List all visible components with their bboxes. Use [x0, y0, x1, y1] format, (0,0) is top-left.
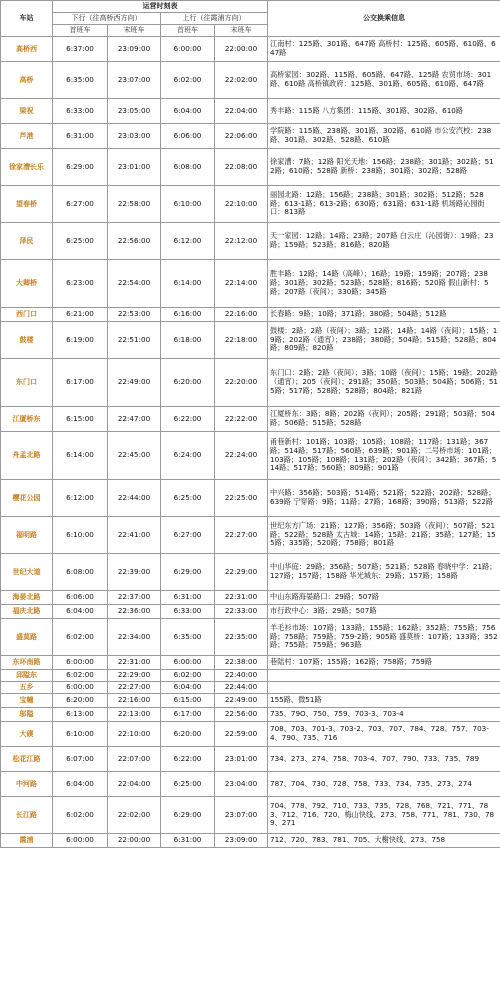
transfer-info: 世纪东方广场：21路；127路；356路；503路（夜间）；507路；521路；522路；528路 太古城：14路；15路；21路；35路；127路；155路；335路；520路；758路；801路 [268, 517, 500, 554]
station-row [1, 772, 500, 797]
down-first-time: 6:13:00 [53, 708, 108, 722]
up-first-time: 6:12:00 [161, 223, 215, 260]
transfer-info: 江南村：125路、301路、647路 高桥村：125路、605路、610路、647路 [268, 37, 500, 62]
station-row [1, 99, 500, 124]
transfer-info: 胜丰路：12路；14路（高峰）；16路；19路；159路；207路；238路；301路；302路；523路；528路；816路；520路 假山新村：5路；207路（夜间）；330路；345路 [268, 260, 500, 308]
station-name: 舟孟北路 [1, 432, 53, 480]
station-name: 邬隘 [1, 708, 53, 722]
station-name: 福明路 [1, 517, 53, 554]
down-first-time: 6:29:00 [53, 149, 108, 186]
station-row [1, 407, 500, 432]
station-header: 车站 [1, 1, 53, 37]
down-first-time: 6:25:00 [53, 223, 108, 260]
station-row [1, 432, 500, 480]
station-row [1, 186, 500, 223]
up-first-time: 6:02:00 [161, 62, 215, 99]
station-row [1, 797, 500, 834]
down-first-time: 6:04:00 [53, 772, 108, 797]
down-last-time: 22:10:00 [108, 722, 161, 747]
down-last-time: 22:27:00 [108, 682, 161, 694]
transfer-info: 787、704、730、728、758、733、734、735、273、274 [268, 772, 500, 797]
down-last-time: 22:07:00 [108, 747, 161, 772]
transfer-info: 江厦桥东：3路；8路；202路（夜间）；205路；291路；503路；504路；506路；515路；528路 [268, 407, 500, 432]
transfer-info: 704、778、792、710、733、735、728、768、721、771、783、712、716、720、梅山快线、273、758、771、781、730、789、271 [268, 797, 500, 834]
down-first-time: 6:33:00 [53, 99, 108, 124]
down-last-time: 22:13:00 [108, 708, 161, 722]
station-row [1, 694, 500, 708]
up-last-time: 22:20:00 [215, 359, 268, 407]
station-row [1, 708, 500, 722]
down-last-time: 22:37:00 [108, 591, 161, 605]
up-first-time: 6:29:00 [161, 554, 215, 591]
down-last-time: 22:58:00 [108, 186, 161, 223]
station-name: 五乡 [1, 682, 53, 694]
transfer-info: 长春路：9路；10路；371路；380路；504路；512路 [268, 308, 500, 322]
down-last-time: 22:29:00 [108, 670, 161, 682]
down-last-time: 22:45:00 [108, 432, 161, 480]
up-last-time: 22:08:00 [215, 149, 268, 186]
down-direction-header: 下行（往高桥西方向） [53, 13, 161, 25]
up-last-time: 22:04:00 [215, 99, 268, 124]
transfer-info: 秀丰路：115路 八方集团：115路、301路、302路、610路 [268, 99, 500, 124]
up-first-time: 6:16:00 [161, 308, 215, 322]
transfer-info: 712、720、783、781、705、大榭快线、273、758 [268, 834, 500, 848]
down-first-time: 6:00:00 [53, 834, 108, 848]
down-first-time: 6:37:00 [53, 37, 108, 62]
down-last-time: 22:49:00 [108, 359, 161, 407]
station-row [1, 605, 500, 619]
down-last-time: 22:41:00 [108, 517, 161, 554]
down-last-time: 22:51:00 [108, 322, 161, 359]
up-last-time: 22:40:00 [215, 670, 268, 682]
up-last-time: 23:01:00 [215, 747, 268, 772]
down-first-time: 6:21:00 [53, 308, 108, 322]
station-name: 长江路 [1, 797, 53, 834]
down-first-time: 6:08:00 [53, 554, 108, 591]
down-first-time: 6:02:00 [53, 619, 108, 656]
up-last-time: 22:56:00 [215, 708, 268, 722]
station-name: 中河路 [1, 772, 53, 797]
up-last-time: 23:09:00 [215, 834, 268, 848]
station-name: 泽民 [1, 223, 53, 260]
down-first-time: 6:10:00 [53, 517, 108, 554]
up-last-time: 22:29:00 [215, 554, 268, 591]
up-first-time: 6:35:00 [161, 619, 215, 656]
station-row [1, 359, 500, 407]
up-first-time: 6:27:00 [161, 517, 215, 554]
transfer-info: 丽园北路：12路；156路；238路；301路；302路；512路；528路；613-1路；613-2路；630路；631路；631-1路 机场路沁园街口：813路 [268, 186, 500, 223]
station-name: 霞浦 [1, 834, 53, 848]
down-last-time: 23:03:00 [108, 124, 161, 149]
up-last-time: 22:24:00 [215, 432, 268, 480]
station-name: 海晏北路 [1, 591, 53, 605]
transfer-info: 708、703、701-3、703-2、703、707、784、728、757、703-4、790、735、716 [268, 722, 500, 747]
station-name: 江厦桥东 [1, 407, 53, 432]
transfer-info [268, 682, 500, 694]
down-last-time: 22:00:00 [108, 834, 161, 848]
up-last-time: 22:00:00 [215, 37, 268, 62]
station-name: 世纪大道 [1, 554, 53, 591]
down-first-time: 6:07:00 [53, 747, 108, 772]
transfer-info: 甬巷新村：101路；103路；105路；108路；117路；131路；367路；514路；517路；560路；639路；901路；二号桥市场：101路；103路；105路；108路；131路；202路（夜间）；342路；367路；514路；517路；560路；809路；901路 [268, 432, 500, 480]
station-name: 望春桥 [1, 186, 53, 223]
down-last-time: 22:02:00 [108, 797, 161, 834]
down-last-time: 22:34:00 [108, 619, 161, 656]
up-last-time: 22:38:00 [215, 656, 268, 670]
station-name: 高桥 [1, 62, 53, 99]
station-name: 芦港 [1, 124, 53, 149]
station-row [1, 322, 500, 359]
transfer-info: 市行政中心：3路；29路；507路 [268, 605, 500, 619]
timetable-body [1, 1, 500, 848]
station-row [1, 619, 500, 656]
down-first-time: 6:12:00 [53, 480, 108, 517]
down-last-time: 23:05:00 [108, 99, 161, 124]
station-name: 宝幢 [1, 694, 53, 708]
down-last-time: 22:39:00 [108, 554, 161, 591]
transfer-info: 中山东路海晏路口：29路；507路 [268, 591, 500, 605]
up-first-time: 6:31:00 [161, 834, 215, 848]
station-name: 大卿桥 [1, 260, 53, 308]
down-last-time: 22:56:00 [108, 223, 161, 260]
transfer-info: 鼓楼：2路；2路（夜间）；3路；12路；14路；14路（夜间）；15路；19路；202路（通宵）；238路；380路；504路；515路；528路；804路；809路；820路 [268, 322, 500, 359]
up-last-time: 23:04:00 [215, 772, 268, 797]
down-first-header: 首班车 [53, 25, 108, 37]
up-first-time: 6:06:00 [161, 124, 215, 149]
station-row [1, 747, 500, 772]
station-name: 高桥西 [1, 37, 53, 62]
up-first-time: 6:22:00 [161, 747, 215, 772]
up-first-time: 6:20:00 [161, 722, 215, 747]
up-first-time: 6:29:00 [161, 797, 215, 834]
station-row [1, 260, 500, 308]
up-first-time: 6:00:00 [161, 656, 215, 670]
transfer-info: 东门口：2路；2路（夜间）；3路；10路（夜间）；15路；19路；202路（通宵）；205（夜间）；291路；350路；503路；504路；506路；515路；517路；528路；528路；804路；821路 [268, 359, 500, 407]
up-first-time: 6:00:00 [161, 37, 215, 62]
station-name: 西门口 [1, 308, 53, 322]
station-row [1, 554, 500, 591]
up-last-time: 23:07:00 [215, 797, 268, 834]
down-first-time: 6:27:00 [53, 186, 108, 223]
up-first-time: 6:17:00 [161, 708, 215, 722]
up-last-time: 22:06:00 [215, 124, 268, 149]
up-last-time: 22:25:00 [215, 480, 268, 517]
station-name: 东门口 [1, 359, 53, 407]
station-name: 徐家漕长乐 [1, 149, 53, 186]
down-first-time: 6:35:00 [53, 62, 108, 99]
transfer-info: 天一家园：12路；14路；23路；207路 白云庄（沁园街）：19路；23路；159路；523路；816路；820路 [268, 223, 500, 260]
up-first-time: 6:31:00 [161, 591, 215, 605]
down-last-time: 22:47:00 [108, 407, 161, 432]
transfer-info: 735、79O、750、759、703-3、703-4 [268, 708, 500, 722]
down-last-time: 22:54:00 [108, 260, 161, 308]
station-name: 东环南路 [1, 656, 53, 670]
up-first-time: 6:02:00 [161, 670, 215, 682]
up-first-time: 6:33:00 [161, 605, 215, 619]
up-last-time: 22:12:00 [215, 223, 268, 260]
station-row [1, 682, 500, 694]
station-row [1, 670, 500, 682]
down-first-time: 6:14:00 [53, 432, 108, 480]
up-first-time: 6:04:00 [161, 682, 215, 694]
down-last-time: 23:09:00 [108, 37, 161, 62]
station-row [1, 124, 500, 149]
up-first-time: 6:18:00 [161, 322, 215, 359]
down-last-time: 23:01:00 [108, 149, 161, 186]
transfer-title: 公交换乘信息 [268, 1, 500, 37]
up-last-time: 22:27:00 [215, 517, 268, 554]
up-last-header: 末班车 [215, 25, 268, 37]
transfer-info: 羊毛衫市场：107路；133路；155路；162路；352路；755路；756路；758路；759路；759-2路；905路 盛莫桥：107路；133路；352路；755路；759路；963路 [268, 619, 500, 656]
down-first-time: 6:00:00 [53, 682, 108, 694]
transfer-info: 734、273、274、758、703-4、707、790、733、735、789 [268, 747, 500, 772]
down-last-time: 23:07:00 [108, 62, 161, 99]
station-row [1, 308, 500, 322]
up-first-header: 首班车 [161, 25, 215, 37]
station-name: 盛莫路 [1, 619, 53, 656]
station-row [1, 37, 500, 62]
schedule-title: 运营时刻表 [53, 1, 268, 13]
station-row [1, 62, 500, 99]
down-first-time: 6:00:00 [53, 656, 108, 670]
down-first-time: 6:10:00 [53, 722, 108, 747]
up-first-time: 6:24:00 [161, 432, 215, 480]
up-direction-header: 上行（往霞浦方向） [161, 13, 268, 25]
station-name: 邱隘东 [1, 670, 53, 682]
transfer-info: 巷陆村：107路；155路；162路；758路；759路 [268, 656, 500, 670]
transfer-info: 155路、微51路 [268, 694, 500, 708]
station-name: 鼓楼 [1, 322, 53, 359]
station-row [1, 223, 500, 260]
station-name: 樱花公园 [1, 480, 53, 517]
station-name: 大碶 [1, 722, 53, 747]
up-last-time: 22:33:00 [215, 605, 268, 619]
up-first-time: 6:08:00 [161, 149, 215, 186]
transfer-info: 中兴路：356路；503路；514路；521路；522路；202路；528路；639路 宁穿路：9路；11路；27路；168路；390路；513路；522路 [268, 480, 500, 517]
down-first-time: 6:19:00 [53, 322, 108, 359]
transfer-info [268, 670, 500, 682]
up-first-time: 6:22:00 [161, 407, 215, 432]
down-last-time: 22:53:00 [108, 308, 161, 322]
down-first-time: 6:31:00 [53, 124, 108, 149]
station-row [1, 480, 500, 517]
up-last-time: 22:16:00 [215, 308, 268, 322]
up-last-time: 22:44:00 [215, 682, 268, 694]
up-last-time: 22:59:00 [215, 722, 268, 747]
station-row [1, 517, 500, 554]
header-row-1 [1, 1, 500, 13]
up-last-time: 22:14:00 [215, 260, 268, 308]
up-first-time: 6:25:00 [161, 772, 215, 797]
up-last-time: 22:35:00 [215, 619, 268, 656]
transfer-info: 学院路：115路、238路、301路、302路、610路 市公安汽校：238路、301路、302路、528路、610路 [268, 124, 500, 149]
up-first-time: 6:25:00 [161, 480, 215, 517]
up-last-time: 22:31:00 [215, 591, 268, 605]
station-row [1, 591, 500, 605]
down-first-time: 6:20:00 [53, 694, 108, 708]
down-last-time: 22:04:00 [108, 772, 161, 797]
down-last-time: 22:36:00 [108, 605, 161, 619]
up-first-time: 6:14:00 [161, 260, 215, 308]
down-last-header: 末班车 [108, 25, 161, 37]
station-row [1, 149, 500, 186]
up-last-time: 22:02:00 [215, 62, 268, 99]
down-first-time: 6:04:00 [53, 605, 108, 619]
up-last-time: 22:18:00 [215, 322, 268, 359]
up-last-time: 22:10:00 [215, 186, 268, 223]
down-first-time: 6:17:00 [53, 359, 108, 407]
station-name: 福庆北路 [1, 605, 53, 619]
down-first-time: 6:06:00 [53, 591, 108, 605]
transfer-info: 高桥家园：302路、115路、605路、647路、125路 农贸市场：301路、610路 高桥镇政府：125路、301路、605路、610路、647路 [268, 62, 500, 99]
transfer-info: 徐家漕：7路；12路 阳光天地：156路；238路；301路；302路；512路；610路；528路 新桥：238路；301路；302路；528路 [268, 149, 500, 186]
down-first-time: 6:02:00 [53, 670, 108, 682]
up-last-time: 22:22:00 [215, 407, 268, 432]
down-first-time: 6:15:00 [53, 407, 108, 432]
down-first-time: 6:23:00 [53, 260, 108, 308]
station-name: 梁祝 [1, 99, 53, 124]
up-first-time: 6:15:00 [161, 694, 215, 708]
up-last-time: 22:49:00 [215, 694, 268, 708]
up-first-time: 6:04:00 [161, 99, 215, 124]
up-first-time: 6:20:00 [161, 359, 215, 407]
down-first-time: 6:02:00 [53, 797, 108, 834]
down-last-time: 22:16:00 [108, 694, 161, 708]
up-first-time: 6:10:00 [161, 186, 215, 223]
down-last-time: 22:44:00 [108, 480, 161, 517]
down-last-time: 22:31:00 [108, 656, 161, 670]
station-row [1, 656, 500, 670]
station-name: 松花江路 [1, 747, 53, 772]
station-row [1, 722, 500, 747]
station-row [1, 834, 500, 848]
transfer-info: 中山华庭：29路；356路；507路；521路；528路 春晓中学：21路；127路；157路；158路 华光城东：29路；157路；158路 [268, 554, 500, 591]
